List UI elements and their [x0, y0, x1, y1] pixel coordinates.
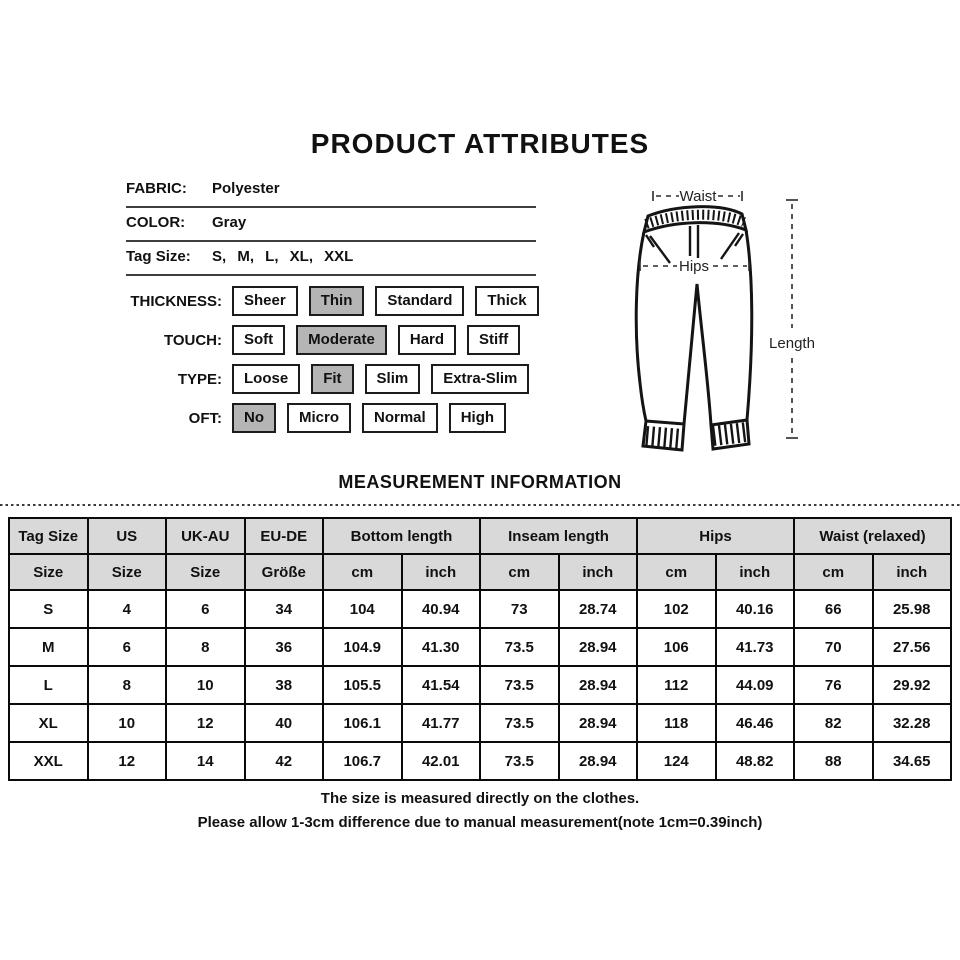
cell: XL: [9, 704, 88, 742]
type-chips: [232, 364, 540, 394]
oft-row: [0, 403, 550, 433]
cell: L: [9, 666, 88, 704]
cell: 40: [245, 704, 324, 742]
chip-moderate-selected: Moderate: [296, 325, 387, 355]
cell: 32.28: [873, 704, 952, 742]
oft-chips: [232, 403, 517, 433]
cell: 28.94: [559, 742, 638, 780]
tag-size-value: S, M, L, XL, XXL: [212, 248, 354, 265]
cell: 38: [245, 666, 324, 704]
color-value: Gray: [212, 214, 247, 231]
cell: 14: [166, 742, 245, 780]
cell: 106.7: [323, 742, 402, 780]
cell: 105.5: [323, 666, 402, 704]
pants-line-drawing-icon: [620, 168, 842, 460]
cell: 112: [637, 666, 716, 704]
subheader-cm: cm: [480, 554, 559, 590]
subheader-inch: inch: [402, 554, 481, 590]
cell: 42: [245, 742, 324, 780]
footer-note-1: The size is measured directly on the clothes.: [320, 790, 640, 807]
cell: 28.94: [559, 704, 638, 742]
table-row-l: [9, 666, 951, 704]
header-hips: Hips: [637, 518, 794, 554]
cell: 29.92: [873, 666, 952, 704]
cell: 28.94: [559, 628, 638, 666]
cell: 73.5: [480, 628, 559, 666]
touch-row: [0, 325, 550, 355]
cell: 106.1: [323, 704, 402, 742]
table-row-s: [9, 590, 951, 628]
dashed-divider: [0, 504, 960, 506]
waist-dim-label: Waist: [679, 188, 717, 205]
subheader-groesse: Größe: [245, 554, 324, 590]
size-measurement-table: [8, 517, 952, 781]
cell: 27.56: [873, 628, 952, 666]
header-row-groups: [9, 518, 951, 554]
fabric-value: Polyester: [212, 180, 280, 197]
chip-no-selected: No: [232, 403, 276, 433]
color-label: COLOR:: [126, 214, 186, 231]
page-title: PRODUCT ATTRIBUTES: [310, 128, 650, 159]
cell: 88: [794, 742, 873, 780]
chip-fit-selected: Fit: [311, 364, 353, 394]
thickness-label: THICKNESS:: [130, 292, 222, 310]
cell: 40.94: [402, 590, 481, 628]
header-uk-au: UK-AU: [166, 518, 245, 554]
type-row: [0, 364, 550, 394]
cell: 8: [88, 666, 167, 704]
chip-normal: Normal: [362, 403, 438, 433]
cell: 42.01: [402, 742, 481, 780]
cell: 102: [637, 590, 716, 628]
header-inseam-length: Inseam length: [480, 518, 637, 554]
cell: 28.94: [559, 666, 638, 704]
cell: 73.5: [480, 666, 559, 704]
cell: 76: [794, 666, 873, 704]
subheader-size: Size: [166, 554, 245, 590]
subheader-cm: cm: [794, 554, 873, 590]
header-eu-de: EU-DE: [245, 518, 324, 554]
cell: 46.46: [716, 704, 795, 742]
thickness-chips: [232, 286, 550, 316]
cell: 41.73: [716, 628, 795, 666]
cell: 104: [323, 590, 402, 628]
chip-micro: Micro: [287, 403, 351, 433]
product-info-section: [126, 174, 536, 276]
subheader-inch: inch: [873, 554, 952, 590]
cell: 10: [88, 704, 167, 742]
thickness-row: [0, 286, 550, 316]
cell: M: [9, 628, 88, 666]
measurement-section-title: MEASUREMENT INFORMATION: [338, 472, 622, 492]
length-dim-label: Length: [769, 335, 815, 352]
subheader-cm: cm: [323, 554, 402, 590]
cell: 73: [480, 590, 559, 628]
cell: 73.5: [480, 742, 559, 780]
cell: 41.54: [402, 666, 481, 704]
attribute-options-section: [0, 286, 550, 442]
cell: 41.77: [402, 704, 481, 742]
subheader-inch: inch: [716, 554, 795, 590]
cell: S: [9, 590, 88, 628]
table-row-m: [9, 628, 951, 666]
cell: 12: [88, 742, 167, 780]
chip-stiff: Stiff: [467, 325, 520, 355]
chip-sheer: Sheer: [232, 286, 298, 316]
touch-chips: [232, 325, 531, 355]
header-us: US: [88, 518, 167, 554]
cell: 44.09: [716, 666, 795, 704]
pants-measurement-diagram: [620, 168, 842, 460]
cell: 28.74: [559, 590, 638, 628]
cell: 48.82: [716, 742, 795, 780]
subheader-size: Size: [88, 554, 167, 590]
chip-thick: Thick: [475, 286, 538, 316]
tag-size-row: [126, 242, 536, 276]
cell: 10: [166, 666, 245, 704]
subheader-cm: cm: [637, 554, 716, 590]
cell: 41.30: [402, 628, 481, 666]
cell: 66: [794, 590, 873, 628]
cell: 82: [794, 704, 873, 742]
cell: 4: [88, 590, 167, 628]
tag-size-label: Tag Size:: [126, 248, 191, 265]
cell: 25.98: [873, 590, 952, 628]
cell: 124: [637, 742, 716, 780]
table-row-xl: [9, 704, 951, 742]
hips-dim-label: Hips: [678, 258, 710, 275]
cell: 104.9: [323, 628, 402, 666]
cell: 34: [245, 590, 324, 628]
header-bottom-length: Bottom length: [323, 518, 480, 554]
cell: 6: [88, 628, 167, 666]
header-waist-relaxed: Waist (relaxed): [794, 518, 951, 554]
header-row-units: [9, 554, 951, 590]
oft-label: OFT:: [188, 409, 222, 427]
cell: 40.16: [716, 590, 795, 628]
cell: 6: [166, 590, 245, 628]
touch-label: TOUCH:: [163, 331, 222, 349]
chip-standard: Standard: [375, 286, 464, 316]
cell: 36: [245, 628, 324, 666]
chip-thin-selected: Thin: [309, 286, 365, 316]
color-row: [126, 208, 536, 242]
footer-note-2: Please allow 1-3cm difference due to manual measurement(note 1cm=0.39inch): [197, 814, 763, 831]
cell: 73.5: [480, 704, 559, 742]
chip-high: High: [449, 403, 506, 433]
cell: 12: [166, 704, 245, 742]
cell: 106: [637, 628, 716, 666]
type-label: TYPE:: [177, 370, 222, 388]
fabric-label: FABRIC:: [126, 180, 187, 197]
chip-loose: Loose: [232, 364, 300, 394]
table-row-xxl: [9, 742, 951, 780]
cell: XXL: [9, 742, 88, 780]
chip-hard: Hard: [398, 325, 456, 355]
cell: 34.65: [873, 742, 952, 780]
chip-extra-slim: Extra-Slim: [431, 364, 529, 394]
cell: 70: [794, 628, 873, 666]
cell: 118: [637, 704, 716, 742]
subheader-inch: inch: [559, 554, 638, 590]
fabric-row: [126, 174, 536, 208]
cell: 8: [166, 628, 245, 666]
header-tag-size: Tag Size: [9, 518, 88, 554]
chip-soft: Soft: [232, 325, 285, 355]
subheader-size: Size: [9, 554, 88, 590]
chip-slim: Slim: [365, 364, 421, 394]
